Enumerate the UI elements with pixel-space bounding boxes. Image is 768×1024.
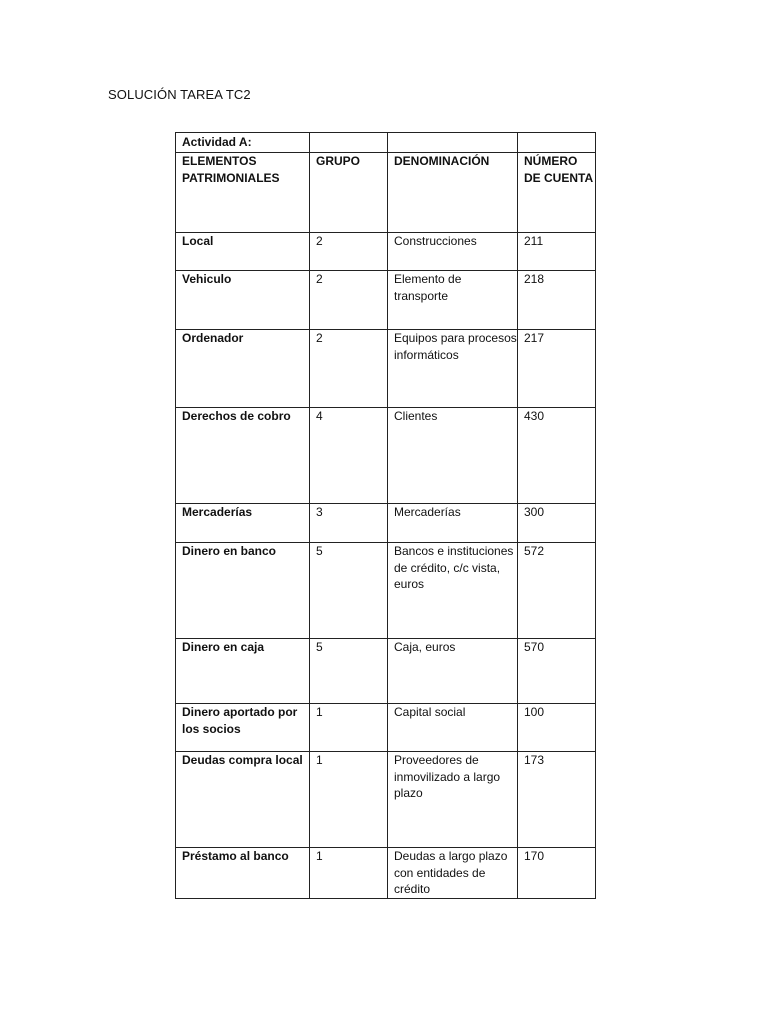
denominacion-cell: Elemento de transporte — [388, 271, 518, 330]
grupo-cell: 4 — [310, 408, 388, 504]
cuenta-cell: 173 — [518, 752, 596, 848]
cuenta-cell: 217 — [518, 330, 596, 408]
elemento-cell: Ordenador — [176, 330, 310, 408]
table-row — [176, 408, 596, 504]
grupo-cell: 1 — [310, 704, 388, 752]
elemento-cell: Local — [176, 233, 310, 271]
table-row — [176, 639, 596, 704]
denominacion-cell: Equipos para procesos informáticos — [388, 330, 518, 408]
elemento-cell: Dinero aportado por los socios — [176, 704, 310, 752]
table-row — [176, 330, 596, 408]
elemento-cell: Dinero en banco — [176, 543, 310, 639]
grupo-cell: 5 — [310, 639, 388, 704]
cuenta-cell: 430 — [518, 408, 596, 504]
grupo-cell: 2 — [310, 233, 388, 271]
document-title: SOLUCIÓN TAREA TC2 — [108, 87, 251, 102]
denominacion-cell: Clientes — [388, 408, 518, 504]
table-row — [176, 233, 596, 271]
elemento-cell: Derechos de cobro — [176, 408, 310, 504]
denominacion-cell: Caja, euros — [388, 639, 518, 704]
header-elementos: ELEMENTOS PATRIMONIALES — [176, 153, 310, 233]
denominacion-cell: Construcciones — [388, 233, 518, 271]
grupo-cell: 5 — [310, 543, 388, 639]
table-caption: Actividad A: — [176, 133, 310, 153]
empty-cell — [310, 133, 388, 153]
elemento-cell: Mercaderías — [176, 504, 310, 543]
denominacion-cell: Capital social — [388, 704, 518, 752]
accounts-table — [175, 132, 596, 899]
denominacion-cell: Deudas a largo plazo con entidades de crédito — [388, 848, 518, 899]
header-numero-cuenta: NÚMERO DE CUENTA — [518, 153, 596, 233]
cuenta-cell: 300 — [518, 504, 596, 543]
caption-row — [176, 133, 596, 153]
table-row — [176, 504, 596, 543]
grupo-cell: 3 — [310, 504, 388, 543]
elemento-cell: Préstamo al banco — [176, 848, 310, 899]
table-row — [176, 848, 596, 899]
elemento-cell: Deudas compra local — [176, 752, 310, 848]
header-row — [176, 153, 596, 233]
denominacion-cell: Mercaderías — [388, 504, 518, 543]
table-row — [176, 752, 596, 848]
empty-cell — [518, 133, 596, 153]
cuenta-cell: 570 — [518, 639, 596, 704]
grupo-cell: 1 — [310, 848, 388, 899]
grupo-cell: 2 — [310, 330, 388, 408]
header-grupo: GRUPO — [310, 153, 388, 233]
cuenta-cell: 100 — [518, 704, 596, 752]
grupo-cell: 1 — [310, 752, 388, 848]
cuenta-cell: 572 — [518, 543, 596, 639]
header-denominacion: DENOMINACIÓN — [388, 153, 518, 233]
table-row — [176, 704, 596, 752]
elemento-cell: Vehiculo — [176, 271, 310, 330]
elemento-cell: Dinero en caja — [176, 639, 310, 704]
empty-cell — [388, 133, 518, 153]
cuenta-cell: 170 — [518, 848, 596, 899]
table-row — [176, 543, 596, 639]
grupo-cell: 2 — [310, 271, 388, 330]
cuenta-cell: 211 — [518, 233, 596, 271]
cuenta-cell: 218 — [518, 271, 596, 330]
table-row — [176, 271, 596, 330]
denominacion-cell: Proveedores de inmovilizado a largo plazo — [388, 752, 518, 848]
denominacion-cell: Bancos e instituciones de crédito, c/c vista, euros — [388, 543, 518, 639]
